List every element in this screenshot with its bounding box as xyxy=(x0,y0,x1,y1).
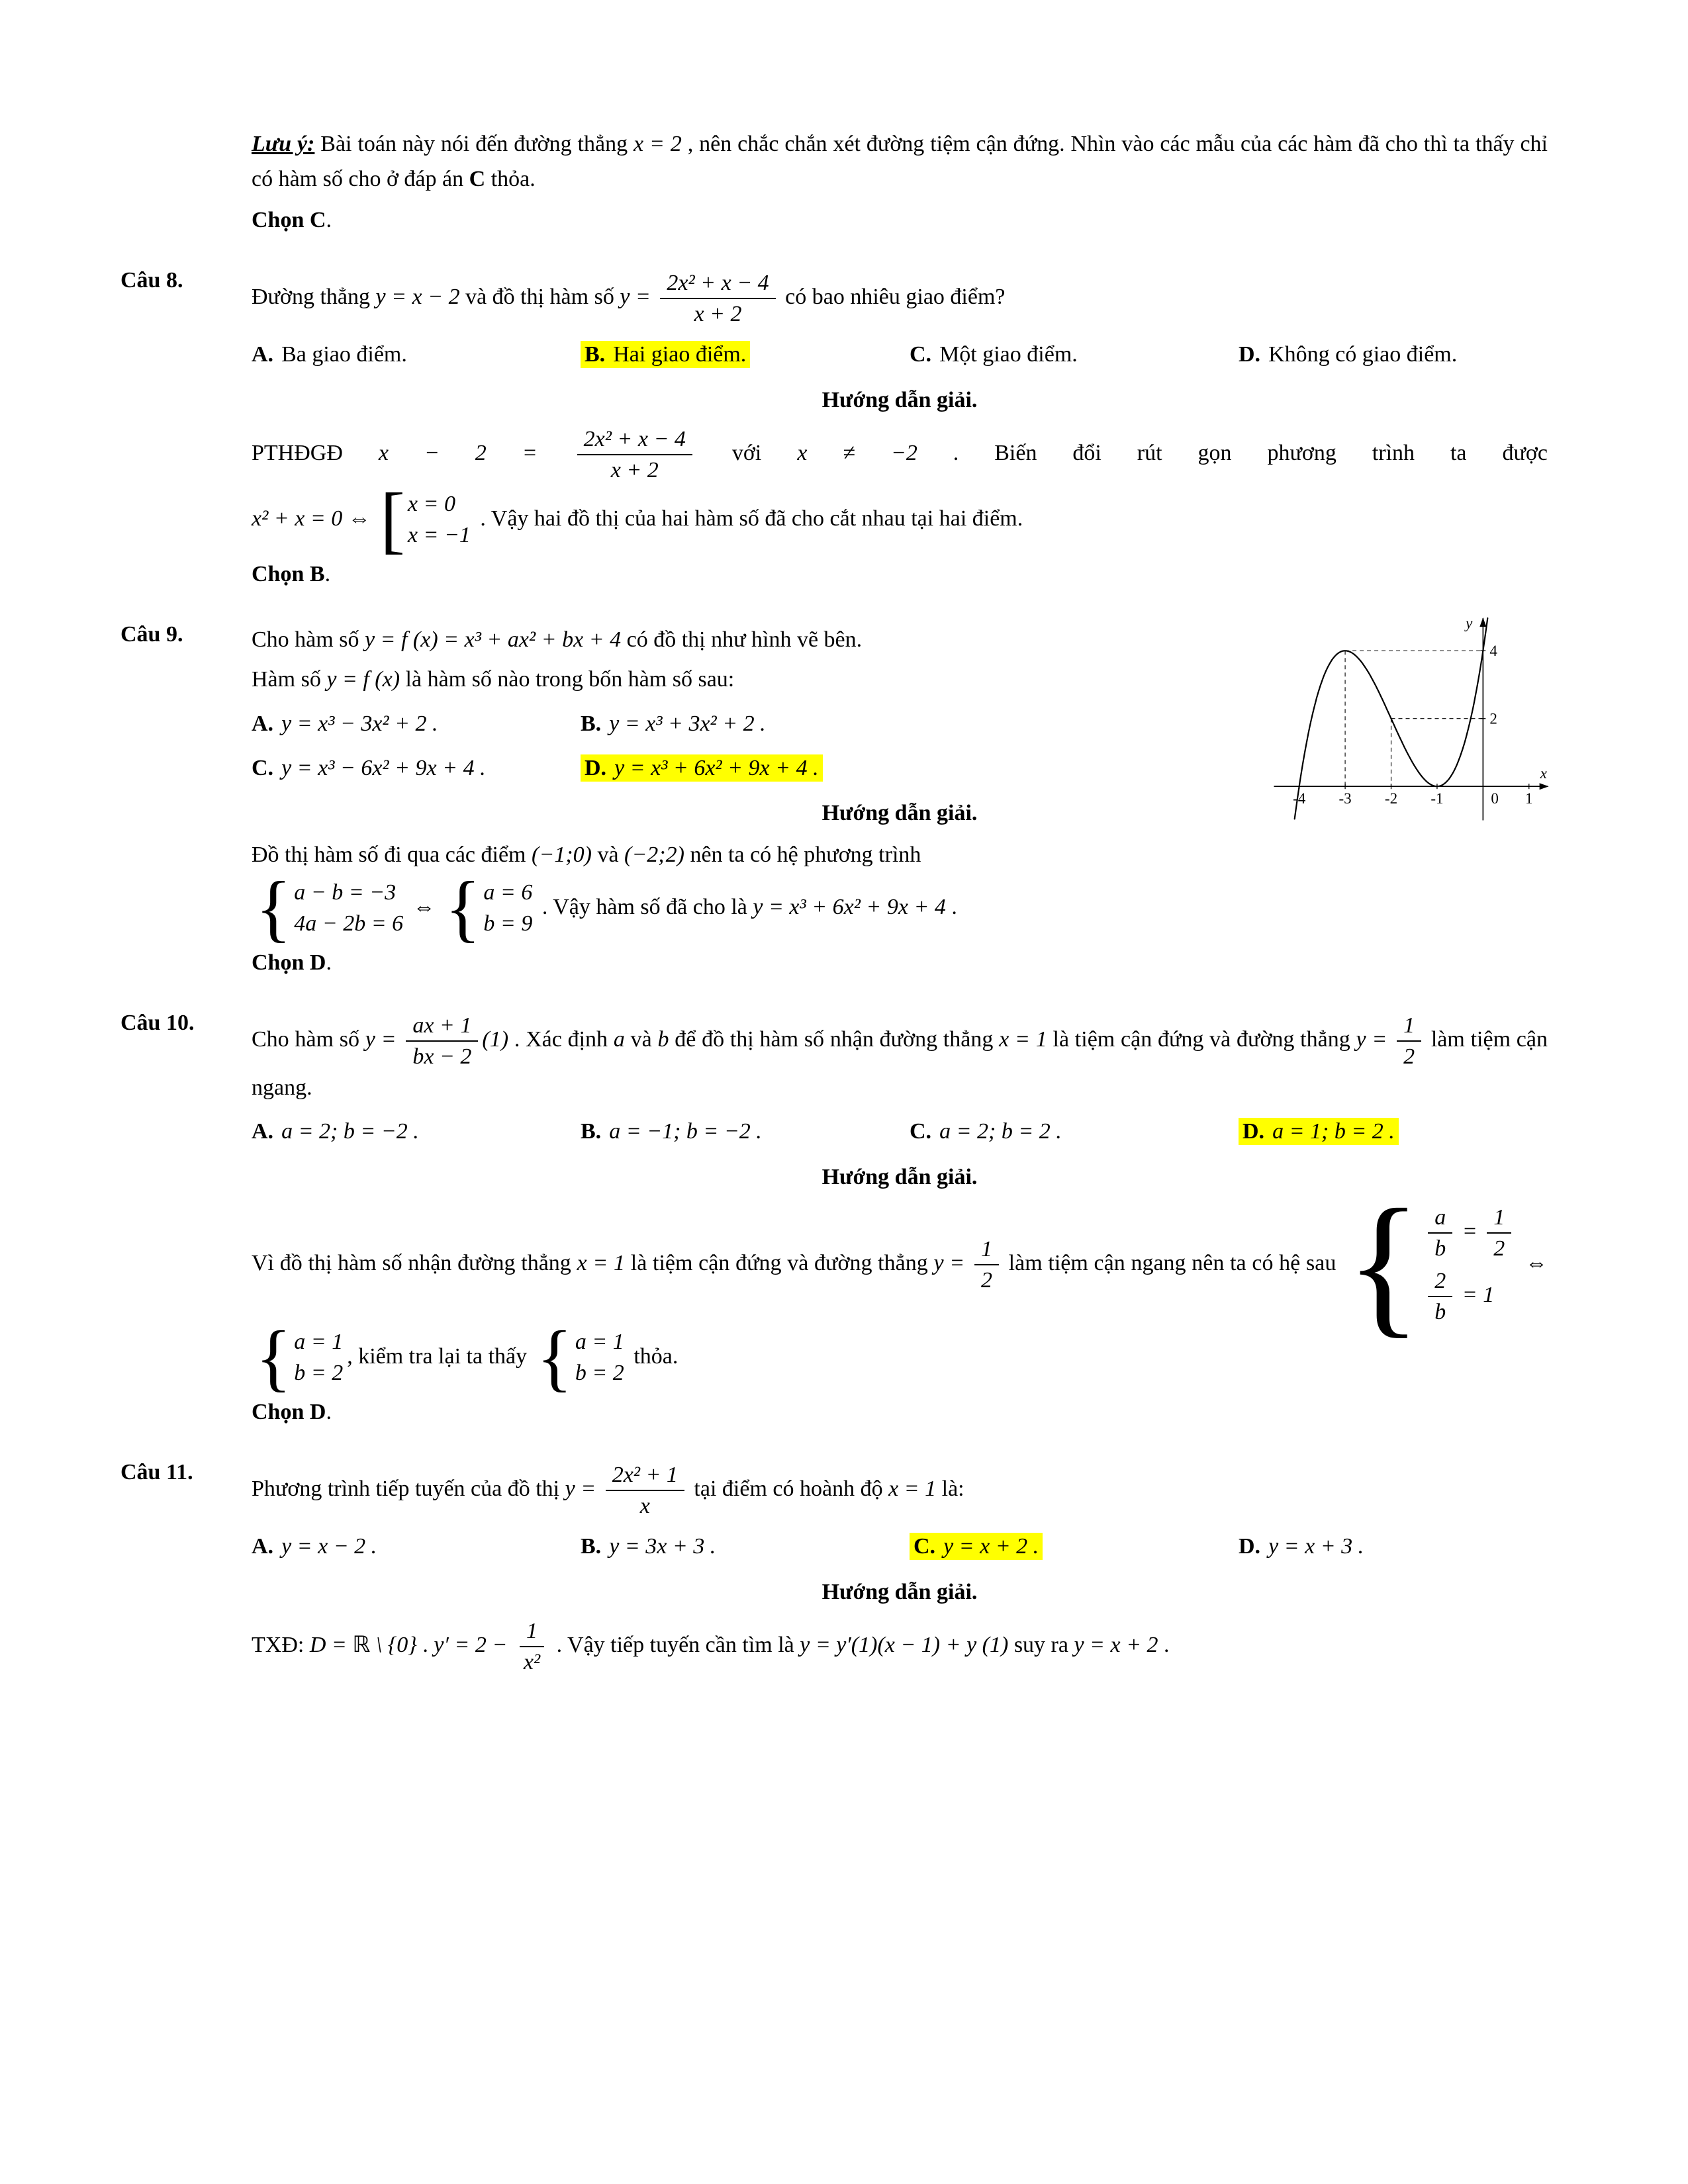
math-text: y = xyxy=(933,1250,970,1275)
denominator: x + 2 xyxy=(694,302,742,327)
system-row xyxy=(575,1360,624,1387)
option-d xyxy=(1239,1115,1399,1150)
text-run: và đồ thị hàm số xyxy=(459,284,620,309)
math-text: a = 1; b = 2 . xyxy=(1272,1119,1395,1144)
math-text: y = x + 2 xyxy=(1074,1632,1158,1657)
system-row xyxy=(483,880,532,907)
options-row xyxy=(252,1529,1548,1565)
option-content xyxy=(252,756,486,780)
fraction xyxy=(577,426,692,483)
text-run: . xyxy=(324,561,331,586)
text-run: Hướng dẫn giải. xyxy=(821,387,978,412)
denominator: 2 xyxy=(980,1268,992,1293)
paragraph xyxy=(252,1011,1548,1106)
math-text: x − 2 = xyxy=(378,440,573,465)
option-letter: D. xyxy=(1239,342,1261,367)
text-run: . Vậy tiếp tuyến cần tìm là xyxy=(551,1632,800,1657)
text-run: với xyxy=(696,440,798,465)
option-content xyxy=(252,711,438,736)
text-run: , nên chắc chắn xét đường tiệm cận đứng. Nhìn vào các mẫu của các hàm đã cho thì ta thấy chỉ có hàm số cho ở đáp án xyxy=(252,132,1548,191)
x-tick-label: -2 xyxy=(1384,790,1398,807)
option-content xyxy=(1239,1534,1364,1559)
answer-line xyxy=(252,557,1548,592)
system-row xyxy=(294,1329,343,1356)
system-rows xyxy=(408,491,471,549)
brace-glyph: { xyxy=(1346,1177,1422,1352)
math-text: b xyxy=(657,1026,669,1052)
y-axis-arrow xyxy=(1479,617,1486,627)
denominator: x xyxy=(639,1494,650,1519)
option-d xyxy=(581,751,823,786)
text-run: có bao nhiêu giao điểm? xyxy=(779,284,1006,309)
paragraph xyxy=(252,866,1548,950)
math-text: y = xyxy=(365,1026,402,1052)
option-content xyxy=(252,1119,419,1144)
math-text: = 1 xyxy=(1456,1282,1495,1307)
numerator: 2x² + x − 4 xyxy=(660,270,775,299)
option-d xyxy=(1239,338,1457,373)
question-label: Câu 11. xyxy=(120,1460,193,1484)
answer-line xyxy=(252,1395,1548,1430)
math-text: ⇔ xyxy=(1519,1250,1548,1275)
math-text: a = 1 xyxy=(575,1330,624,1355)
text-run: . xyxy=(326,950,332,975)
math-text: a = 6 xyxy=(483,880,533,905)
option-letter: B. xyxy=(581,711,602,736)
option-d xyxy=(1239,1529,1364,1565)
text-run: Phương trình tiếp tuyến của đồ thị xyxy=(252,1476,565,1501)
system-rows xyxy=(294,880,403,938)
numerator: 2 xyxy=(1428,1268,1452,1297)
math-text: x = 1 xyxy=(888,1476,937,1501)
question-body xyxy=(252,263,1548,595)
text-run: để đồ thị hàm số nhận đường thẳng xyxy=(669,1026,1000,1052)
system-row xyxy=(408,491,455,518)
math-text: a = −1; b = −2 . xyxy=(609,1119,762,1144)
text-run: Ba giao điểm. xyxy=(281,342,407,367)
question-label xyxy=(120,122,252,241)
system-row xyxy=(575,1329,624,1356)
solution-heading xyxy=(252,1575,1548,1610)
equation-system xyxy=(256,866,404,950)
math-text: ⇔ xyxy=(407,894,442,919)
math-text: y = xyxy=(620,284,657,309)
system-row xyxy=(483,911,532,938)
question-block-11 xyxy=(120,1455,1548,1682)
text-run: . Vậy hàm số đã cho là xyxy=(536,894,753,919)
x-axis-arrow xyxy=(1540,783,1549,790)
math-text: b = 2 xyxy=(575,1361,624,1386)
text-run: Hướng dẫn giải. xyxy=(821,1579,978,1604)
paragraph xyxy=(252,1461,1548,1520)
brace-glyph: { xyxy=(256,866,292,950)
text-run: thỏa. xyxy=(628,1344,679,1369)
math-text: x = 2 xyxy=(633,132,682,156)
numerator: 1 xyxy=(1397,1013,1421,1042)
math-text: x = 1 xyxy=(577,1250,626,1275)
answer-line xyxy=(252,203,1548,238)
text-run: , kiểm tra lại ta thấy xyxy=(347,1344,533,1369)
option-letter: D. xyxy=(1243,1119,1265,1144)
paragraph xyxy=(252,269,1548,328)
text-run: Cho hàm số xyxy=(252,627,365,652)
option-content xyxy=(910,342,1078,367)
math-text: a xyxy=(613,1026,625,1052)
fraction xyxy=(517,1618,547,1675)
numerator: 1 xyxy=(520,1618,544,1647)
paragraph xyxy=(252,425,1548,484)
system-row xyxy=(294,880,396,907)
brace-glyph: [ xyxy=(380,478,405,561)
math-text: y = xyxy=(565,1476,602,1501)
origin-label: 0 xyxy=(1491,790,1499,807)
option-letter: C. xyxy=(252,755,274,780)
equation-system xyxy=(536,1316,624,1400)
option-c xyxy=(910,338,1239,373)
text-run: Đường thẳng xyxy=(252,284,376,309)
paragraph xyxy=(252,127,1548,197)
option-letter: D. xyxy=(585,755,607,780)
fraction xyxy=(974,1236,999,1293)
paragraph xyxy=(252,662,1211,698)
option-content xyxy=(252,1534,377,1559)
denominator: 2 xyxy=(1493,1236,1505,1261)
text-run: Hướng dẫn giải. xyxy=(821,801,978,826)
options-row xyxy=(252,338,1548,373)
brace-glyph: { xyxy=(445,866,481,950)
options-row xyxy=(252,1115,1548,1150)
math-text: D = ℝ \ {0} xyxy=(309,1632,417,1657)
text-run: PTHĐGĐ xyxy=(252,440,379,465)
text-run: Chọn C xyxy=(252,208,326,233)
numerator: a xyxy=(1428,1205,1452,1234)
text-run: có đồ thị như hình vẽ bên. xyxy=(621,627,863,652)
text-run: thỏa. xyxy=(485,166,536,191)
numerator: 1 xyxy=(974,1236,999,1265)
paragraph xyxy=(252,478,1548,561)
option-letter: C. xyxy=(914,1534,936,1559)
math-text: y = x³ + 6x² + 9x + 4 . xyxy=(614,755,819,780)
note-block xyxy=(120,122,1548,241)
text-run: làm tiệm cận ngang nên ta có hệ sau xyxy=(1002,1250,1342,1275)
denominator: x² xyxy=(523,1649,541,1674)
text-run: Cho hàm số xyxy=(252,1026,365,1052)
option-c xyxy=(910,1529,1239,1565)
question-label: Câu 9. xyxy=(120,621,183,647)
text-run: Chọn B xyxy=(252,561,325,586)
x-tick-label: -4 xyxy=(1293,790,1306,807)
text-run: C xyxy=(469,166,486,191)
text-run: Vì đồ thị hàm số nhận đường thẳng xyxy=(252,1250,577,1275)
math-text: y = x³ − 3x² + 2 . xyxy=(281,711,438,736)
math-text: x = 0 xyxy=(407,492,455,517)
option-c xyxy=(252,751,581,786)
math-text: y = x − 2 . xyxy=(281,1534,377,1559)
math-text: x = 1 xyxy=(999,1026,1047,1052)
option-letter: B. xyxy=(585,342,606,367)
y-tick-label: 2 xyxy=(1489,710,1497,727)
option-content xyxy=(581,1119,762,1144)
document-content xyxy=(120,122,1548,1682)
text-run: . xyxy=(416,1632,434,1657)
option-b xyxy=(581,707,766,742)
fraction xyxy=(1487,1205,1511,1261)
math-text: y = x + 3 . xyxy=(1268,1534,1364,1559)
system-row xyxy=(1424,1203,1515,1263)
option-letter: A. xyxy=(252,1534,274,1559)
question-block-10 xyxy=(120,1006,1548,1433)
option-content xyxy=(1239,342,1457,367)
text-run: và xyxy=(591,842,625,868)
text-run: Chọn D xyxy=(252,1400,326,1425)
fraction xyxy=(1428,1205,1452,1261)
option-letter: A. xyxy=(252,711,274,736)
fraction xyxy=(606,1462,684,1519)
correct-answer-highlight xyxy=(581,341,750,368)
text-run: Đồ thị hàm số đi qua các điểm xyxy=(252,842,532,868)
option-b xyxy=(581,1529,910,1565)
question-body xyxy=(252,122,1548,241)
denominator: b xyxy=(1434,1300,1446,1325)
text-run: Hai giao điểm. xyxy=(613,342,747,367)
math-text: y = x − 2 xyxy=(375,284,460,309)
system-rows xyxy=(483,880,532,938)
math-text: a = 2; b = 2 . xyxy=(939,1119,1062,1144)
option-a xyxy=(252,1529,581,1565)
equation-system xyxy=(445,866,533,950)
question-body xyxy=(252,1006,1548,1433)
question-block-9 xyxy=(120,614,1548,983)
equation-system xyxy=(1346,1177,1515,1352)
denominator: 2 xyxy=(1403,1044,1415,1069)
text-run: Hàm số xyxy=(252,667,327,692)
solution-heading xyxy=(252,383,1548,418)
correct-answer-highlight xyxy=(581,754,823,782)
option-b xyxy=(581,338,910,373)
math-text: a = 2; b = −2 . xyxy=(281,1119,419,1144)
math-text: (1) xyxy=(482,1026,509,1052)
system-rows xyxy=(1424,1203,1515,1326)
math-text: b = 9 xyxy=(483,911,533,936)
math-text: y = x³ + 6x² + 9x + 4 xyxy=(753,894,946,919)
text-run: Lưu ý: xyxy=(252,132,315,156)
y-tick-label: 4 xyxy=(1489,642,1497,659)
numerator: 2x² + 1 xyxy=(606,1462,684,1491)
question-body xyxy=(252,1455,1548,1682)
text-run: . xyxy=(1158,1632,1170,1657)
numerator: 2x² + x − 4 xyxy=(577,426,692,455)
denominator: b xyxy=(1434,1236,1446,1261)
math-text: x = −1 xyxy=(407,522,471,547)
text-run: Một giao điểm. xyxy=(939,342,1078,367)
text-run: . Xác định xyxy=(508,1026,614,1052)
math-text: x ≠ −2 xyxy=(797,440,917,465)
math-text: = xyxy=(1456,1218,1483,1244)
denominator: x + 2 xyxy=(610,457,659,482)
fraction xyxy=(406,1013,478,1069)
answer-line xyxy=(252,946,1548,981)
math-text: a − b = −3 xyxy=(294,880,397,905)
bracket-cases xyxy=(380,478,471,561)
math-text: y = 3x + 3 . xyxy=(609,1534,716,1559)
numerator: ax + 1 xyxy=(406,1013,478,1042)
text-run: là: xyxy=(936,1476,964,1501)
option-letter: C. xyxy=(910,1119,932,1144)
equation-system xyxy=(256,1316,344,1400)
question-label: Câu 10. xyxy=(120,1010,195,1035)
x-axis-title: x xyxy=(1540,764,1547,782)
text-run: . xyxy=(945,894,957,919)
system-row xyxy=(294,1360,343,1387)
function-graph xyxy=(1268,614,1560,839)
brace-glyph: { xyxy=(536,1316,573,1400)
system-row xyxy=(1424,1267,1494,1326)
option-content xyxy=(910,1119,1062,1144)
text-run: tại điểm có hoành độ xyxy=(688,1476,889,1501)
cubic-graph-figure xyxy=(1268,614,1560,839)
paragraph xyxy=(252,1617,1548,1676)
y-axis-title: y xyxy=(1466,614,1473,631)
math-text: y′ = 2 − xyxy=(434,1632,513,1657)
option-letter: A. xyxy=(252,1119,274,1144)
option-letter: B. xyxy=(581,1119,602,1144)
math-text: x² + x = 0 ⇔ xyxy=(252,506,377,531)
math-text: y = x³ + 3x² + 2 . xyxy=(609,711,766,736)
text-run: Hướng dẫn giải. xyxy=(821,1165,978,1190)
system-rows xyxy=(294,1329,343,1387)
x-tick-label: -1 xyxy=(1430,790,1444,807)
question-label: Câu 8. xyxy=(120,268,183,293)
text-run: và xyxy=(624,1026,658,1052)
math-text: y = f (x) xyxy=(326,667,400,692)
math-text: b = 2 xyxy=(294,1361,344,1386)
text-run: TXĐ: xyxy=(252,1632,310,1657)
text-run: . Vậy hai đồ thị của hai hàm số đã cho cắt nhau tại hai điểm. xyxy=(474,506,1023,531)
text-run: . xyxy=(326,208,332,233)
text-run: suy ra xyxy=(1008,1632,1074,1657)
fraction xyxy=(660,270,775,327)
math-text: 4a − 2b = 6 xyxy=(294,911,404,936)
brace-glyph: { xyxy=(256,1316,292,1400)
text-run: . Biến đổi rút gọn phương trình ta được xyxy=(917,440,1548,465)
text-run: . xyxy=(326,1400,332,1425)
correct-answer-highlight xyxy=(910,1533,1043,1560)
text-run: làm tiệm cận ngang. xyxy=(252,1026,1548,1100)
text-run: là tiệm cận đứng và đường thẳng xyxy=(1047,1026,1356,1052)
x-tick-label: 1 xyxy=(1525,790,1533,807)
math-text: y = y′(1)(x − 1) + y (1) xyxy=(800,1632,1009,1657)
option-letter: A. xyxy=(252,342,274,367)
text-run: Bài toán này nói đến đường thẳng xyxy=(314,132,633,156)
option-b xyxy=(581,1115,910,1150)
math-text: a = 1 xyxy=(294,1330,344,1355)
x-tick-label: -3 xyxy=(1338,790,1352,807)
system-rows xyxy=(575,1329,624,1387)
fraction xyxy=(1397,1013,1421,1069)
math-text: y = xyxy=(1356,1026,1393,1052)
math-text: (−1;0) xyxy=(532,842,592,868)
option-a xyxy=(252,1115,581,1150)
system-row xyxy=(408,522,471,549)
option-content xyxy=(252,342,407,367)
correct-answer-highlight xyxy=(1239,1118,1399,1145)
text-run: Không có giao điểm. xyxy=(1268,342,1458,367)
option-letter: D. xyxy=(1239,1534,1261,1559)
denominator: bx − 2 xyxy=(412,1044,472,1069)
text-run: là hàm số nào trong bốn hàm số sau: xyxy=(400,667,735,692)
option-letter: C. xyxy=(910,342,932,367)
paragraph xyxy=(252,623,1211,658)
text-run: là tiệm cận đứng và đường thẳng xyxy=(625,1250,934,1275)
math-text: y = x³ − 6x² + 9x + 4 . xyxy=(281,755,486,780)
text-run: Chọn D xyxy=(252,950,326,975)
option-content xyxy=(581,711,766,736)
math-text: y = f (x) = x³ + ax² + bx + 4 xyxy=(364,627,622,652)
option-a xyxy=(252,707,581,742)
option-letter: B. xyxy=(581,1534,602,1559)
option-content xyxy=(581,1534,716,1559)
question-block-8 xyxy=(120,263,1548,595)
question-body xyxy=(252,614,1548,983)
system-row xyxy=(294,911,403,938)
math-text: y = x + 2 . xyxy=(943,1534,1039,1559)
math-text: (−2;2) xyxy=(624,842,684,868)
option-a xyxy=(252,338,581,373)
numerator: 1 xyxy=(1487,1205,1511,1234)
fraction xyxy=(1428,1268,1452,1325)
option-c xyxy=(910,1115,1239,1150)
text-run: nên ta có hệ phương trình xyxy=(684,842,921,868)
